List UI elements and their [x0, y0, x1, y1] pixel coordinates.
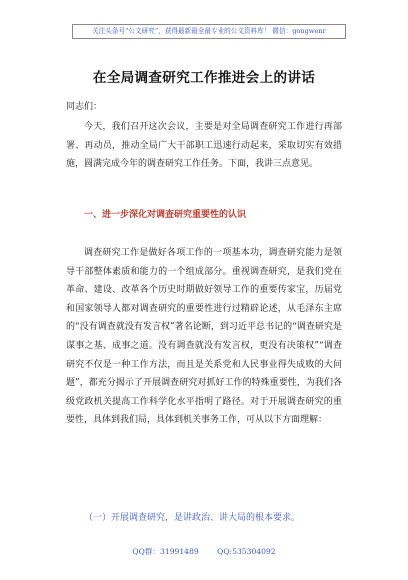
- salutation: 同志们：: [66, 102, 103, 112]
- document-title: 在全局调查研究工作推进会上的讲话: [92, 70, 316, 86]
- subsection-heading-1: （一）开展调查研究，是讲政治、讲大局的根本要求。: [84, 513, 301, 523]
- paragraph-body: 调查研究工作是做好各项工作的一项基本功，调查研究能力是领导干部整体素质和能力的一个组成部分。重视调查研究，是我们党在革命、建设、改革各个历史时期做好领导工作的重要传家宝，历届党和国家领导人都对调查研究的重要性进行过精辟论述，从毛泽东主席的“没有调查就没有发言权”著名论断，到习近平总书记的“调查研究是谋事之基、成事之道。没有调查就没有发言权，更没有决策权”“调查研究不仅是一种工作方法，而且是关系党和人民事业得失成败的大问题”，都充分揭示了开展调查研究对抓好工作的特殊重要性，为我们各级党政机关提高工作科学化水平指明了路径。对于开展调查研究的重要性，具体到我们局，具体到机关事务工作，可从以下方面理解：: [66, 248, 342, 426]
- paragraph-intro: 今天，我们召开这次会议，主要是对全局调查研究工作进行再部署、再动员，推动全局广大干部职工迅速行动起来，采取切实有效措施，圆满完成今年的调查研究工作任务。下面，我讲三点意见。: [66, 122, 342, 170]
- footer-qq: QQ:535304092: [217, 547, 276, 556]
- header-banner: 关注头条号“公文研究”，获得最新最全最专业的公文资料库！ 微信：gongwenr: [72, 24, 346, 39]
- section-heading-1: 一、进一步深化对调查研究重要性的认识: [84, 210, 247, 220]
- footer-contact: [0, 546, 408, 557]
- footer-qq-group: QQ群：31991489: [132, 547, 199, 556]
